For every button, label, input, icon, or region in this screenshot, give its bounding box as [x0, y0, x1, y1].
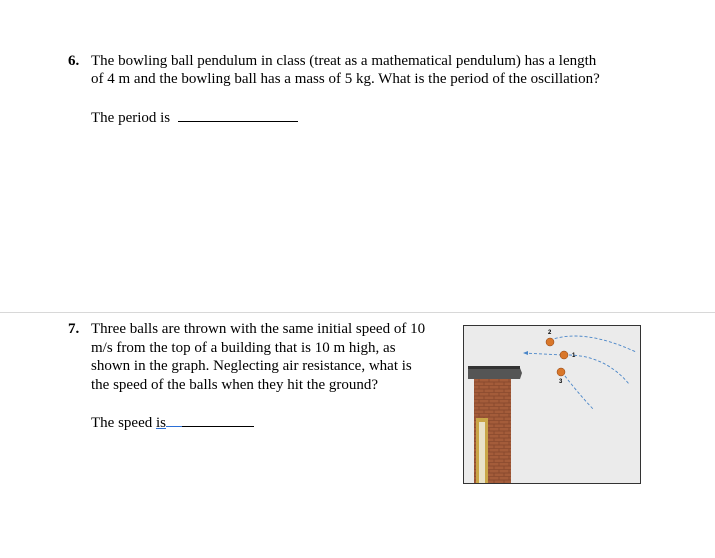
roof-ledge-top: [468, 366, 520, 369]
page-break-divider: [0, 312, 715, 313]
question-6-text-line-2: of 4 m and the bowling ball has a mass of 5 kg. What is the period of the oscillation?: [91, 71, 600, 87]
ball-3-label: 3: [559, 379, 563, 385]
question-6-number: 6.: [68, 53, 80, 69]
building-balls-figure: [463, 325, 641, 484]
question-6-answer-prompt: [91, 107, 298, 127]
question-7-text-line-1: Three balls are thrown with the same initial speed of 10: [91, 321, 426, 337]
trajectory-2: [550, 336, 636, 352]
ball-1-label: 1: [572, 353, 576, 359]
ball-2: [546, 338, 554, 346]
period-answer-blank[interactable]: [178, 107, 298, 122]
ball-1: [560, 351, 568, 359]
figure-illustration: [464, 326, 641, 484]
question-6-text-line-1: The bowling ball pendulum in class (treat as a mathematical pendulum) has a length: [91, 53, 597, 69]
speed-answer-blank[interactable]: [182, 412, 254, 427]
speed-prompt-underlined-word: is: [155, 415, 166, 431]
question-7-text-line-3: shown in the graph. Neglecting air resistance, what is: [91, 358, 412, 374]
ball-2-label: 2: [548, 330, 552, 336]
trajectory-1: [564, 355, 629, 384]
question-7-number: 7.: [68, 321, 80, 337]
launch-arrowhead: [523, 351, 528, 355]
trajectory-3: [562, 372, 594, 410]
question-7-text-line-4: the speed of the balls when they hit the ground?: [91, 377, 379, 393]
period-prompt-label: The period is: [91, 110, 171, 126]
ball-3: [557, 368, 565, 376]
window-glass: [479, 422, 485, 484]
speed-prompt-label: The speed: [91, 415, 153, 431]
question-7-answer-prompt: [91, 412, 254, 432]
launch-guide: [524, 353, 562, 355]
roof-ledge: [468, 368, 522, 379]
speed-answer-blank-highlighted[interactable]: [166, 412, 182, 427]
question-7-text-line-2: m/s from the top of a building that is 10 m high, as: [91, 340, 396, 356]
